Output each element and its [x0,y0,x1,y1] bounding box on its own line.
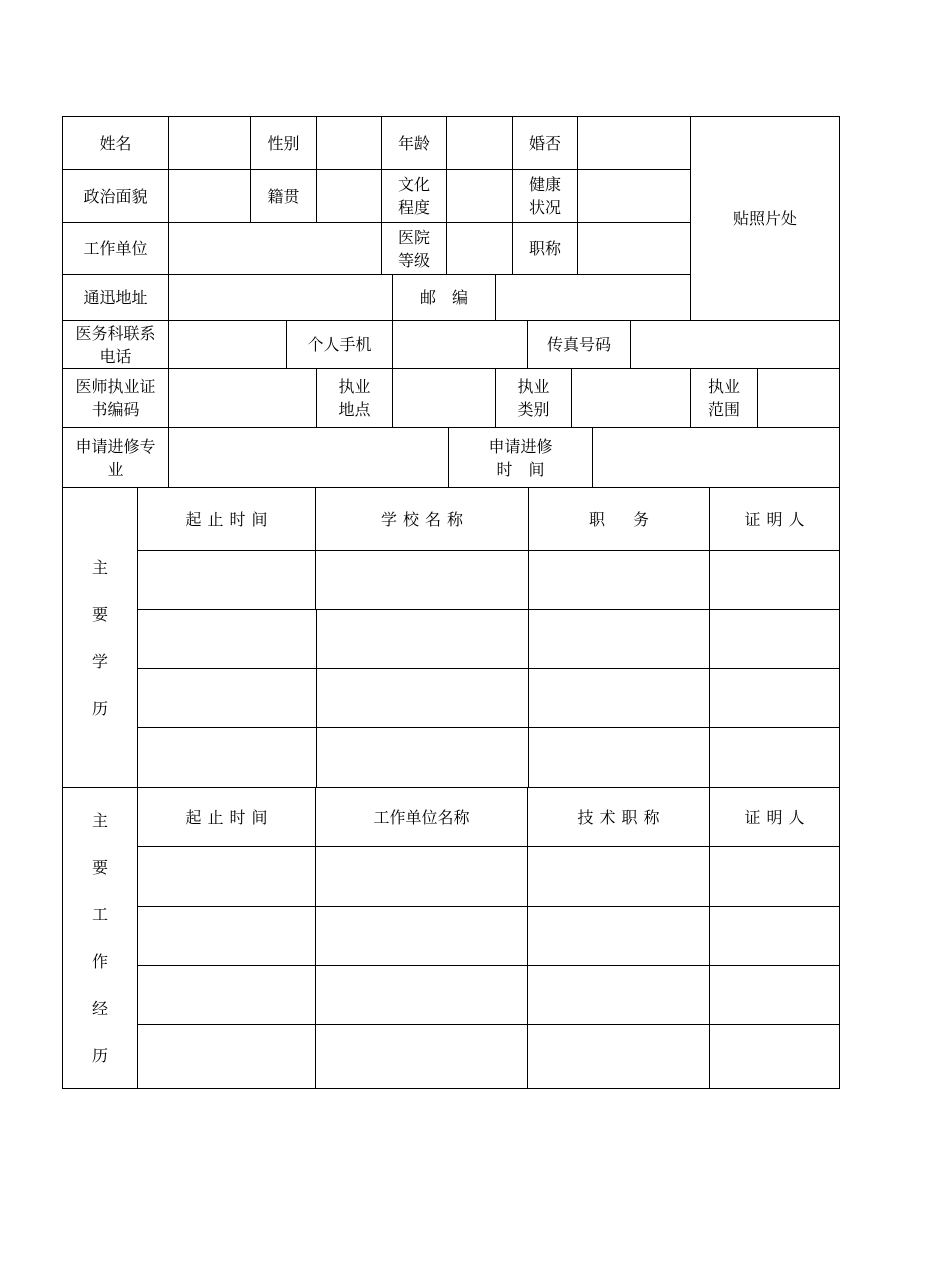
work-header-period [137,787,316,847]
field-political[interactable] [168,169,251,223]
field-workplace[interactable] [168,222,382,275]
label-period-line1: 申请进修 [488,436,553,456]
label-political [62,169,169,223]
field-address[interactable] [168,274,393,321]
label-hospital-level [381,222,447,275]
field-marital[interactable] [577,116,691,170]
label-name-text: 姓名 [99,133,132,153]
label-education [381,169,447,223]
work-cell[interactable] [137,1024,316,1089]
field-age[interactable] [446,116,513,170]
field-health[interactable] [577,169,691,223]
label-category-line1: 执业 [517,377,550,396]
label-category-line2: 类别 [517,400,550,419]
label-practice-scope [690,368,758,428]
edu-cell[interactable] [709,609,840,669]
edu-cell[interactable] [709,668,840,728]
label-address [62,274,169,321]
edu-cell[interactable] [528,668,710,728]
label-education-line2: 程度 [397,198,430,217]
edu-cell[interactable] [528,609,710,669]
label-postcode [392,274,496,321]
edu-cell[interactable] [316,727,529,788]
label-education-line1: 文化 [397,175,430,194]
photo-box[interactable] [690,116,840,321]
work-header-text: 工作单位名称 [373,807,470,827]
edu-side-char: 历 [91,698,108,718]
label-name [62,116,169,170]
edu-side-char: 学 [91,651,108,671]
label-dept-phone [62,320,169,369]
work-cell[interactable] [315,846,528,907]
field-practice-scope[interactable] [757,368,840,428]
label-license [62,368,169,428]
education-side-label [62,487,138,788]
label-scope-line1: 执业 [707,377,740,396]
edu-cell[interactable] [316,609,529,669]
work-cell[interactable] [527,1024,710,1089]
field-hospital-level[interactable] [446,222,513,275]
label-marital [512,116,578,170]
label-mobile-text: 个人手机 [307,335,372,354]
edu-header-school [315,487,529,551]
work-cell[interactable] [137,906,316,966]
label-address-text: 通迅地址 [83,288,148,307]
work-side-char: 要 [91,858,108,877]
work-cell[interactable] [709,846,840,907]
field-practice-place[interactable] [392,368,496,428]
work-cell[interactable] [527,965,710,1025]
label-major [62,427,169,488]
label-period-line2: 时 间 [496,459,545,479]
work-header-tech-title [527,787,710,847]
label-major-line1: 申请进修专 [75,436,156,456]
edu-side-char: 要 [91,604,108,624]
label-health-line1: 健康 [528,175,561,194]
edu-cell[interactable] [137,668,317,728]
work-cell[interactable] [709,906,840,966]
field-fax[interactable] [630,320,840,369]
label-scope-line2: 范围 [707,400,740,419]
label-postcode-text: 邮 编 [419,288,468,307]
work-side-char: 历 [91,1046,108,1065]
work-header-text: 技术职称 [577,807,666,827]
work-header-text: 证明人 [744,807,811,827]
label-age [381,116,447,170]
work-side-char: 作 [91,952,108,971]
work-header-text: 起止时间 [185,807,274,827]
field-name[interactable] [168,116,251,170]
photo-label: 贴照片处 [732,209,797,228]
edu-cell[interactable] [709,550,840,610]
work-cell[interactable] [137,965,316,1025]
edu-header-text: 证明人 [744,509,811,529]
field-license[interactable] [168,368,317,428]
label-mobile [286,320,393,369]
label-dept-phone-line1: 医务科联系 [75,323,156,343]
edu-header-text: 职 务 [588,509,655,529]
label-marital-text: 婚否 [528,133,561,153]
label-native-text: 籍贯 [267,186,300,206]
label-place-line2: 地点 [338,400,371,419]
label-dept-phone-line2: 电话 [99,346,132,366]
work-cell[interactable] [527,846,710,907]
label-title-text: 职称 [528,239,561,258]
field-gender[interactable] [316,116,382,170]
work-cell[interactable] [709,1024,840,1089]
work-header-employer [315,787,528,847]
edu-header-text: 学校名称 [380,509,469,529]
field-dept-phone[interactable] [168,320,287,369]
work-header-witness [709,787,840,847]
label-major-line2: 业 [107,459,124,479]
label-age-text: 年龄 [397,133,430,153]
label-place-line1: 执业 [338,377,371,396]
label-period [448,427,593,488]
edu-header-period [137,487,316,551]
label-health [512,169,578,223]
edu-cell[interactable] [316,668,529,728]
work-cell[interactable] [315,1024,528,1089]
work-cell[interactable] [137,846,316,907]
label-license-line1: 医师执业证 [75,377,156,396]
label-fax-text: 传真号码 [546,335,611,354]
label-fax [527,320,631,369]
field-mobile[interactable] [392,320,528,369]
edu-cell[interactable] [528,727,710,788]
work-cell[interactable] [315,965,528,1025]
work-cell[interactable] [527,906,710,966]
field-title[interactable] [577,222,691,275]
work-side-char: 工 [91,905,108,924]
field-postcode[interactable] [495,274,691,321]
label-gender [250,116,317,170]
edu-header-text: 起止时间 [185,509,274,529]
label-hospital-line1: 医院 [397,227,430,247]
edu-cell[interactable] [137,550,316,610]
label-gender-text: 性别 [267,133,300,153]
edu-cell[interactable] [315,550,529,610]
label-hospital-line2: 等级 [397,250,430,270]
label-practice-category [495,368,572,428]
work-cell[interactable] [709,965,840,1025]
work-side-char: 经 [91,999,108,1018]
label-workplace [62,222,169,275]
label-political-text: 政治面貌 [83,186,148,206]
edu-header-position [528,487,710,551]
work-side-label [62,787,138,1089]
field-native[interactable] [316,169,382,223]
label-workplace-text: 工作单位 [83,239,148,258]
edu-cell[interactable] [528,550,710,610]
label-health-line2: 状况 [528,198,561,217]
edu-header-witness [709,487,840,551]
edu-side-char: 主 [91,557,108,577]
label-practice-place [316,368,393,428]
edu-cell[interactable] [137,609,317,669]
field-practice-category[interactable] [571,368,691,428]
label-title [512,222,578,275]
field-education[interactable] [446,169,513,223]
work-cell[interactable] [315,906,528,966]
field-major[interactable] [168,427,449,488]
work-side-char: 主 [91,811,108,830]
edu-cell[interactable] [709,727,840,788]
edu-cell[interactable] [137,727,317,788]
label-native [250,169,317,223]
label-license-line2: 书编码 [91,400,140,419]
field-period[interactable] [592,427,840,488]
